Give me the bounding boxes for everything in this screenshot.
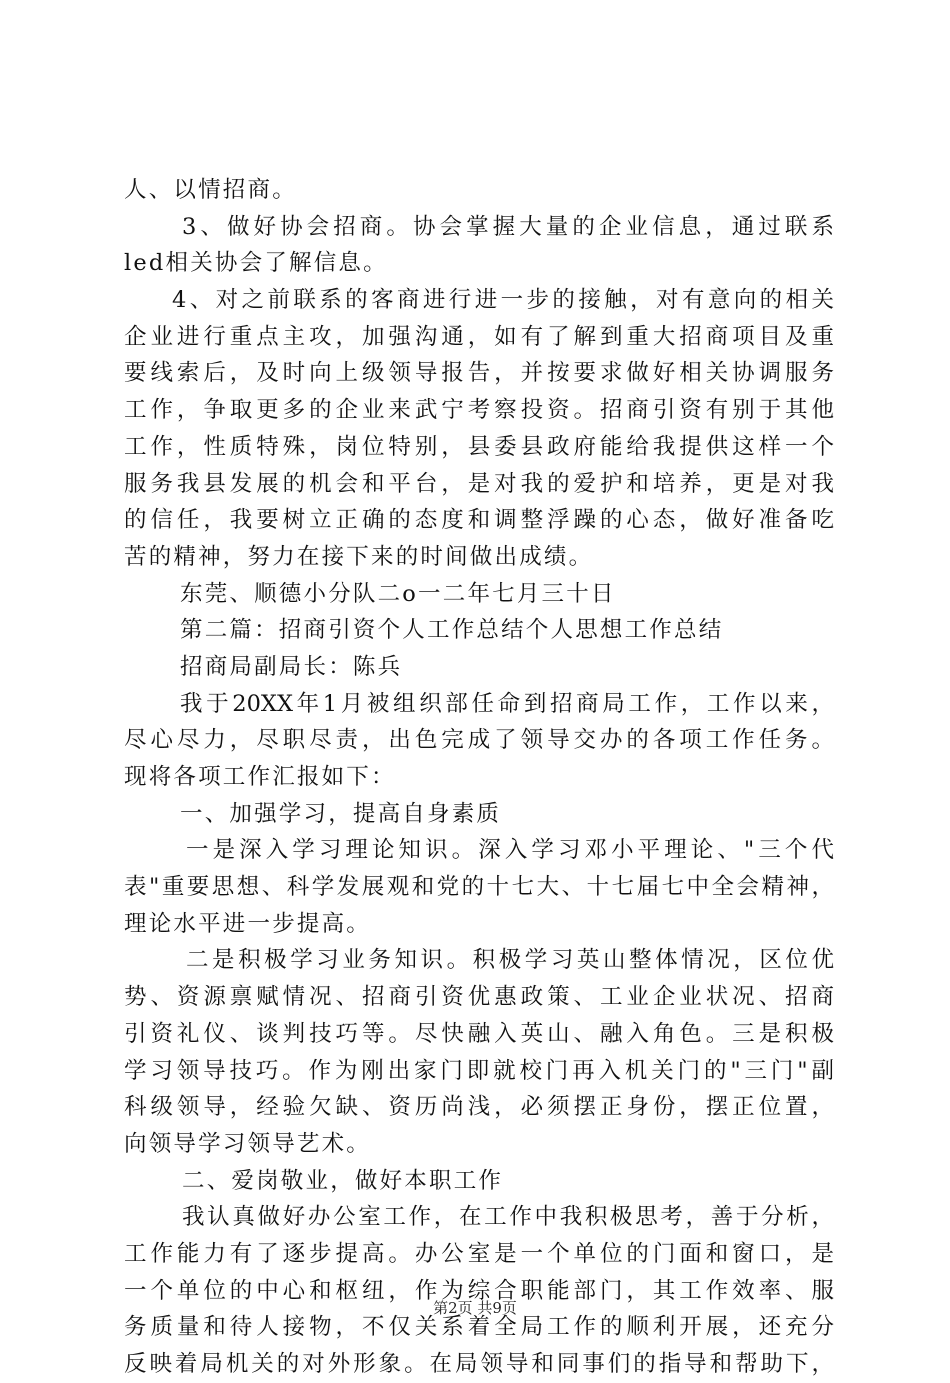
- page-footer: 第2页 共9页: [433, 1299, 517, 1317]
- text-line: 要线索后，及时向上级领导报告，并按要求做好相关协调服务: [124, 360, 834, 387]
- text-line: 招商局副局长：陈兵: [180, 653, 403, 680]
- text-line: 学习领导技巧。作为刚出家门即就校门再入机关门的"三门"副: [124, 1057, 834, 1084]
- text-line: 尽心尽力，尽职尽责，出色完成了领导交办的各项工作任务。: [124, 727, 834, 754]
- text-line: 科级领导，经验欠缺、资历尚浅，必须摆正身份，摆正位置，: [124, 1094, 834, 1121]
- text-line: 企业进行重点主攻，加强沟通，如有了解到重大招商项目及重: [124, 323, 834, 350]
- text-line: 表"重要思想、科学发展观和党的十七大、十七届七中全会精神，: [124, 874, 834, 901]
- text-line: 工作，争取更多的企业来武宁考察投资。招商引资有别于其他: [124, 397, 834, 424]
- text-line: led相关协会了解信息。: [124, 250, 388, 277]
- text-line: 4、对之前联系的客商进行进一步的接触，对有意向的相关: [172, 287, 834, 314]
- text-line: 一是深入学习理论知识。深入学习邓小平理论、"三个代: [186, 837, 834, 864]
- text-line: 一个单位的中心和枢纽，作为综合职能部门，其工作效率、服: [124, 1277, 834, 1304]
- text-line: 势、资源禀赋情况、招商引资优惠政策、工业企业状况、招商: [124, 984, 834, 1011]
- text-line: 的信任，我要树立正确的态度和调整浮躁的心态，做好准备吃: [124, 507, 834, 534]
- text-line: 苦的精神，努力在接下来的时间做出成绩。: [124, 543, 594, 570]
- text-line: 务质量和待人接物，不仅关系着全局工作的顺利开展，还充分: [124, 1314, 834, 1341]
- text-line: 服务我县发展的机会和平台，是对我的爱护和培养，更是对我: [124, 470, 834, 497]
- text-line: 二、爱岗敬业，做好本职工作: [182, 1167, 504, 1194]
- text-line: 工作，性质特殊，岗位特别，县委县政府能给我提供这样一个: [124, 433, 834, 460]
- text-line: 3、做好协会招商。协会掌握大量的企业信息，通过联系: [182, 213, 834, 240]
- text-line: 东莞、顺德小分队二o一二年七月三十日: [180, 580, 616, 607]
- text-line: 一、加强学习，提高自身素质: [180, 800, 502, 827]
- text-line: 工作能力有了逐步提高。办公室是一个单位的门面和窗口，是: [124, 1240, 834, 1267]
- text-line: 我于20XX年1月被组织部任命到招商局工作，工作以来，: [180, 690, 834, 717]
- text-line: 向领导学习领导艺术。: [124, 1130, 372, 1157]
- text-line: 理论水平进一步提高。: [124, 910, 372, 937]
- text-line: 反映着局机关的对外形象。在局领导和同事们的指导和帮助下，: [124, 1351, 834, 1377]
- document-body: [124, 172, 834, 1383]
- text-line: 人、以情招商。: [124, 177, 297, 203]
- text-line: 第二篇：招商引资个人工作总结个人思想工作总结: [180, 617, 724, 644]
- text-line: 二是积极学习业务知识。积极学习英山整体情况，区位优: [186, 947, 834, 974]
- text-line: 我认真做好办公室工作，在工作中我积极思考，善于分析，: [182, 1204, 834, 1231]
- text-line: 现将各项工作汇报如下：: [124, 764, 396, 790]
- text-line: 引资礼仪、谈判技巧等。尽快融入英山、融入角色。三是积极: [124, 1020, 834, 1047]
